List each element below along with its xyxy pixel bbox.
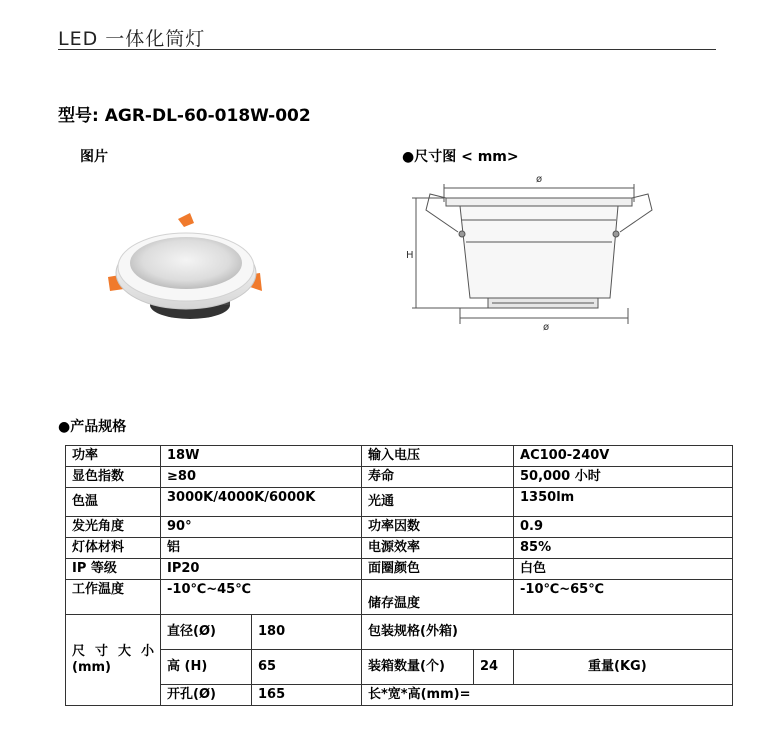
spec-key: 色温 bbox=[66, 488, 161, 517]
spec-key: 储存温度 bbox=[362, 580, 514, 615]
spec-value: -10℃~45℃ bbox=[161, 580, 362, 615]
spec-value: 50,000 小时 bbox=[514, 467, 733, 488]
spec-value: -10℃~65℃ bbox=[514, 580, 733, 615]
spec-table bbox=[65, 445, 733, 706]
dimension-drawing-label: ●尺寸图 < mm> bbox=[402, 149, 519, 165]
top-diameter-symbol: ø bbox=[535, 174, 543, 185]
spec-value: IP20 bbox=[161, 559, 362, 580]
table-row bbox=[66, 615, 733, 650]
spec-key: 功率 bbox=[66, 446, 161, 467]
weight-label: 重量(KG) bbox=[588, 659, 647, 674]
spec-key: 电源效率 bbox=[362, 538, 514, 559]
height-label: 高 (H) bbox=[161, 650, 252, 685]
spec-value: 18W bbox=[161, 446, 362, 467]
spec-key: 灯体材料 bbox=[66, 538, 161, 559]
spec-section-title: ●产品规格 bbox=[58, 419, 127, 435]
carton-qty-value: 24 bbox=[474, 650, 514, 685]
packing-title: 包装规格(外箱) bbox=[362, 615, 733, 650]
spec-value: 90° bbox=[161, 517, 362, 538]
model-number: 型号: AGR-DL-60-018W-002 bbox=[58, 106, 311, 126]
table-row bbox=[66, 446, 733, 467]
dimension-drawing bbox=[396, 168, 668, 336]
table-row bbox=[66, 538, 733, 559]
spec-key: 工作温度 bbox=[66, 580, 161, 615]
spec-value: AC100-240V bbox=[514, 446, 733, 467]
spec-key: 功率因数 bbox=[362, 517, 514, 538]
height-value: 65 bbox=[252, 650, 362, 685]
spec-key: 发光角度 bbox=[66, 517, 161, 538]
table-row bbox=[66, 488, 733, 517]
cutout-label: 开孔(Ø) bbox=[161, 685, 252, 706]
spec-value: 3000K/4000K/6000K bbox=[161, 488, 362, 517]
spec-value: 0.9 bbox=[514, 517, 733, 538]
cutout-value: 165 bbox=[252, 685, 362, 706]
size-label-cell bbox=[66, 615, 161, 706]
bottom-diameter-symbol: ø bbox=[542, 322, 550, 333]
weight-cell bbox=[514, 650, 733, 685]
diameter-value: 180 bbox=[252, 615, 362, 650]
spec-key: 光通 bbox=[362, 488, 514, 517]
table-row bbox=[66, 517, 733, 538]
size-label: 尺寸大小 bbox=[72, 644, 154, 659]
document-title: LED 一体化筒灯 bbox=[58, 28, 206, 50]
spec-value: 白色 bbox=[514, 559, 733, 580]
spec-key: 寿命 bbox=[362, 467, 514, 488]
size-unit: (mm) bbox=[72, 660, 111, 675]
spec-key: 输入电压 bbox=[362, 446, 514, 467]
table-row bbox=[66, 650, 733, 685]
header-divider bbox=[58, 49, 716, 50]
picture-label: 图片 bbox=[80, 149, 108, 165]
table-row bbox=[66, 685, 733, 706]
diameter-label: 直径(Ø) bbox=[161, 615, 252, 650]
spec-key: 面圈颜色 bbox=[362, 559, 514, 580]
spec-value: 1350lm bbox=[514, 488, 733, 517]
downlight-product-image bbox=[98, 205, 278, 335]
spec-value: 铝 bbox=[161, 538, 362, 559]
table-row bbox=[66, 559, 733, 580]
carton-qty-label: 装箱数量(个) bbox=[362, 650, 474, 685]
spec-value: 85% bbox=[514, 538, 733, 559]
spec-value: ≥80 bbox=[161, 467, 362, 488]
spec-key: 显色指数 bbox=[66, 467, 161, 488]
table-row bbox=[66, 467, 733, 488]
spec-key: IP 等级 bbox=[66, 559, 161, 580]
carton-dims-label: 长*宽*高(mm)= bbox=[362, 685, 733, 706]
table-row bbox=[66, 580, 733, 615]
height-symbol: H bbox=[406, 250, 414, 261]
